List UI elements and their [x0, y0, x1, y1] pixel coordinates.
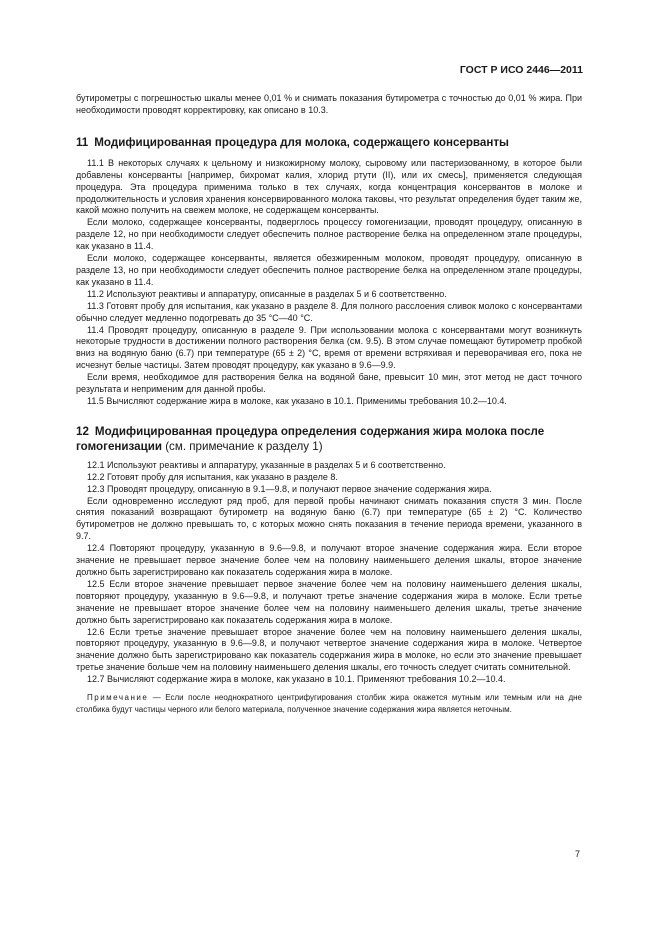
note	[76, 692, 582, 715]
section-12-title: Модифицированная процедура определения содержания жира молока после гомогенизации	[76, 424, 545, 453]
s11-paragraph: Если время, необходимое для растворения белка на водяной бане, превысит 10 мин, этот метод не даст точного результата и неприменим для данной пробы.	[76, 372, 582, 395]
note-label: Примечание	[87, 693, 149, 703]
s12-paragraph: 12.3 Проводят процедуру, описанную в 9.1—9.8, и получают первое значение содержания жира.	[87, 483, 492, 494]
section-12-number: 12	[76, 424, 89, 438]
document-body	[76, 93, 582, 715]
s12-paragraph: 12.6 Если третье значение превышает второе значение более чем на половину наименьшего деления шкалы, повторяют процедуру, указанную в 9.6—9.8, и получают четвертое значение содержания жира в молоке. Четвертое значение должно быть зарегистрировано как показатель содержания жира в молоке, но если это значение превышает третье значение больше чем на половину наименьшего деления шкалы, его точность следует считать сомнительной.	[76, 626, 582, 673]
s12-paragraph: 12.2 Готовят пробу для испытания, как указано в разделе 8.	[87, 471, 338, 482]
intro-paragraph: бутирометры с погрешностью шкалы менее 0,01 % и снимать показания бутирометра с точностью до 0,01 % жира. При необходимости проводят корректировку, как описано в 10.3.	[76, 93, 582, 115]
s11-paragraph: 11.5 Вычисляют содержание жира в молоке, как указано в 10.1. Применимы требования 10.2—10.4.	[87, 395, 507, 406]
section-12-title-suffix: (см. примечание к разделу 1)	[161, 439, 323, 453]
s11-paragraph: Если молоко, содержащее консерванты, подверглось процессу гомогенизации, проводят процедуру, описанную в разделе 12, но при необходимости следует обеспечить полное растворение белка на определенном этапе процедуры, как указано в 11.4.	[76, 217, 582, 252]
s11-paragraph: 11.4 Проводят процедуру, описанную в разделе 9. При использовании молока с консервантами могут возникнуть некоторые трудности в достижении полного растворения белка (см. 9.5). В этом случае помещают бутирометр пробкой вниз на водяную баню (6.7) при температуре (65 ± 2) °С, время от времени встряхивая и переворачивая его, пока не исчезнут белые частицы. Затем проводят процедуру, как указано в 9.6—9.9.	[76, 324, 582, 371]
s11-paragraph: 11.3 Готовят пробу для испытания, как указано в разделе 8. Для полного расслоения сливок молоко с консервантами обычно следует медленно подогревать до 35 °С—40 °С.	[76, 300, 582, 323]
s11-paragraph: 11.1 В некоторых случаях к цельному и низкожирному молоку, сыровому или пастеризованному, в которое были добавлены консерванты [например, бихромат калия, хлорид ртути (II), или их смесь], применяется следующая процедура. Эта процедура применима только в тех случаях, когда концентрация консервантов в молоке и продолжительность и условия хранения консервированного молока таковы, что результат определения будет таким же, какой можно получить на свежем молоке, не содержащем консерванты.	[76, 157, 582, 216]
document-header: ГОСТ Р ИСО 2446—2011	[459, 64, 583, 76]
s12-paragraph: 12.4 Повторяют процедуру, указанную в 9.6—9.8, и получают второе значение содержания жира. Если второе значение не превышает первое значение более чем на половину наименьшего деления шкалы, второе значение должно быть зарегистрировано как показатель содержания жира в молоке.	[76, 543, 582, 577]
s12-paragraph: 12.7 Вычисляют содержание жира в молоке, как указано в 10.1. Применяют требования 10.2—10.4.	[87, 674, 506, 685]
note-text: — Если после неоднократного центрифугирования столбик жира окажется мутным или темным или на дне столбика будут частицы черного или белого материала, полученное значение содержания жира является неточным.	[76, 693, 582, 714]
section-12-heading	[76, 424, 582, 454]
section-11-title: Модифицированная процедура для молока, содержащего консерванты	[94, 135, 509, 149]
s12-paragraph: 12.5 Если второе значение превышает первое значение более чем на половину наименьшего деления шкалы, повторяют процедуру, указанную в 9.6—9.8, и получают третье значение содержания жира в молоке. Если третье значение не превышает второе значение более чем на половину наименьшего деления шкалы, третье значение должно быть зарегистрировано как показатель содержания жира в молоке.	[76, 578, 582, 625]
section-11-number: 11	[76, 135, 89, 149]
s11-paragraph: Если молоко, содержащее консерванты, является обезжиренным молоком, проводят процедуру, описанную в разделе 13, но при необходимости следует обеспечить полное растворение белка на определенном этапе процедуры, как указано в 11.4.	[76, 253, 582, 287]
s11-paragraph: 11.2 Используют реактивы и аппаратуру, описанные в разделах 5 и 6 соответственно.	[87, 288, 447, 299]
section-11-heading	[76, 135, 582, 150]
page-number: 7	[574, 849, 580, 859]
s12-paragraph: Если одновременно исследуют ряд проб, для первой пробы начинают снимать показания спустя 3 мин. После снятия показаний возвращают бутирометр на водяную баню (6.7) при температуре (65 ± 2) °С. Количество бутирометров не должно превышать то, с которых можно снять показания в течение периода времени, указанного в 9.7.	[76, 495, 582, 542]
s12-paragraph: 12.1 Используют реактивы и аппаратуру, указанные в разделах 5 и 6 соответственно.	[87, 459, 446, 470]
